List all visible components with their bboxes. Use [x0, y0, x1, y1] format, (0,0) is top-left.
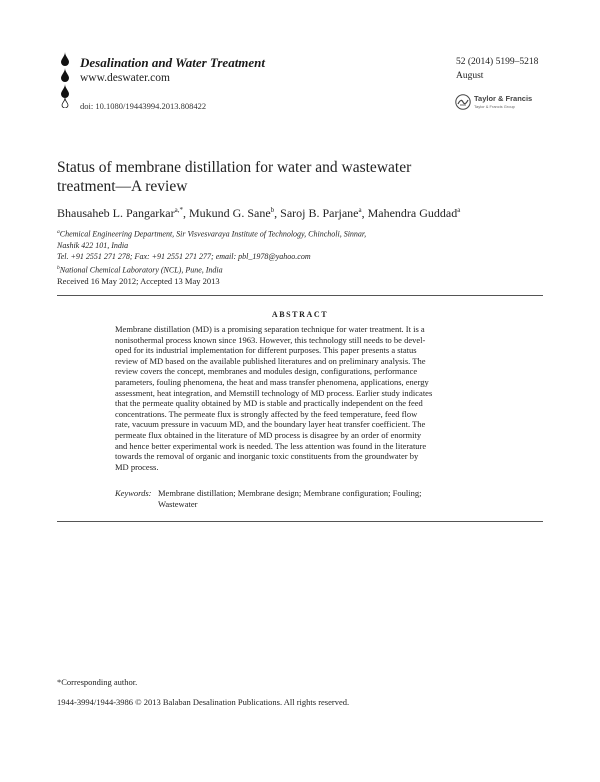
abstract-line: nonisothermal process known since 1963. However, this technology still needs to be devel-: [115, 334, 426, 345]
corresponding-author-note: *Corresponding author.: [57, 677, 138, 687]
affiliations: [57, 227, 477, 276]
keywords-label: Keywords:: [115, 488, 152, 498]
abstract-line: permeate flux obtained in the literature of MD process is disagree by an order of enormity: [115, 429, 422, 440]
received-dates: Received 16 May 2012; Accepted 13 May 2013: [57, 276, 220, 286]
article-title-line: treatment—A review: [57, 178, 188, 195]
author-affiliation-mark: a: [457, 206, 461, 214]
author-name: Bhausaheb L. Pangarkar: [57, 206, 175, 220]
keywords-line: Wastewater: [158, 499, 198, 509]
copyright-notice: 1944-3994/1944-3986 © 2013 Balaban Desalination Publications. All rights reserved.: [57, 697, 350, 707]
abstract-line: review of MD based on the available published literatures and on preliminary analysis. The: [115, 355, 426, 366]
abstract-line: that the permeate quality obtained by MD is stable and practically independent on the feed: [115, 398, 423, 409]
author-affiliation-mark: a,*: [174, 206, 183, 214]
publisher-name: Taylor & Francis: [474, 94, 533, 103]
abstract-line: MD process.: [115, 461, 159, 472]
abstract-line: rate, vacuum pressure in vacuum MD, and the boundary layer heat transfer coefficient. The: [115, 419, 426, 430]
affiliation-line: National Chemical Laboratory (NCL), Pune, India: [59, 265, 223, 275]
affiliation-mark: b: [57, 264, 60, 271]
abstract-heading: ABSTRACT: [271, 310, 329, 319]
abstract-line: oped for its industrial implementation for different purposes. This paper presents a status: [115, 345, 417, 356]
affiliation-mark: a: [57, 229, 60, 235]
abstract-line: and hence better experimental work is needed. The less attention was found in the literature: [115, 440, 427, 451]
volume-pages: 52 (2014) 5199–5218: [456, 57, 539, 67]
abstract-line: parameters, fouling phenomena, the heat and mass transfer phenomena, applications, energy: [115, 376, 429, 387]
author-affiliation-mark: a: [358, 206, 362, 214]
issue-month: August: [456, 71, 484, 81]
author-name: Saroj B. Parjane: [280, 206, 359, 220]
divider: [57, 295, 543, 296]
keywords-line: Membrane distillation; Membrane design; Membrane configuration; Fouling;: [158, 488, 422, 498]
abstract-line: Membrane distillation (MD) is a promising separation technique for water treatment. It is a: [115, 324, 425, 334]
journal-title: Desalination and Water Treatment: [80, 55, 266, 70]
author-list: Bhausaheb L. Pangarkar$^{a,*}$, Mukund G. Sane$^b$, Saroj B. Parjane$^a$, Mahendra Guddad$^a$: [57, 206, 461, 220]
affiliation-line: Chemical Engineering Department, Sir Visvesvaraya Institute of Technology, Chincholi, Sinnar,: [59, 229, 367, 239]
abstract-body: [115, 324, 515, 472]
article-title: [57, 158, 477, 196]
water-drops-icon: [58, 52, 72, 108]
affiliation-line: Nashik 422 101, India: [57, 240, 129, 250]
author-affiliation-mark: b: [270, 206, 275, 214]
abstract-line: assessment, heat integration, and Memstill technology of MD process. Earlier study indicates: [115, 387, 433, 398]
contact-info: Tel. +91 2551 271 278; Fax: +91 2551 271 277; email: pbl_1978@yahoo.com: [57, 252, 311, 262]
article-title-line: Status of membrane distillation for water and wastewater: [57, 159, 412, 176]
divider: [57, 521, 543, 522]
doi-link[interactable]: doi: 10.1080/19443994.2013.808422: [80, 101, 207, 111]
publisher-group: Taylor & Francis Group: [474, 104, 515, 109]
taylor-francis-logo-icon: [455, 94, 471, 110]
abstract-line: concentrations. The permeate flux is strongly affected by the feed temperature, feed flow: [115, 408, 418, 419]
author-name: Mukund G. Sane: [189, 206, 271, 220]
abstract-line: review covers the concept, membranes and modules design, configurations, performance: [115, 366, 418, 377]
journal-website-link[interactable]: www.deswater.com: [80, 72, 170, 84]
abstract-line: towards the removal of organic and inorganic toxic constituents from the groundwater by: [115, 451, 419, 462]
author-name: Mahendra Guddad: [367, 206, 458, 220]
